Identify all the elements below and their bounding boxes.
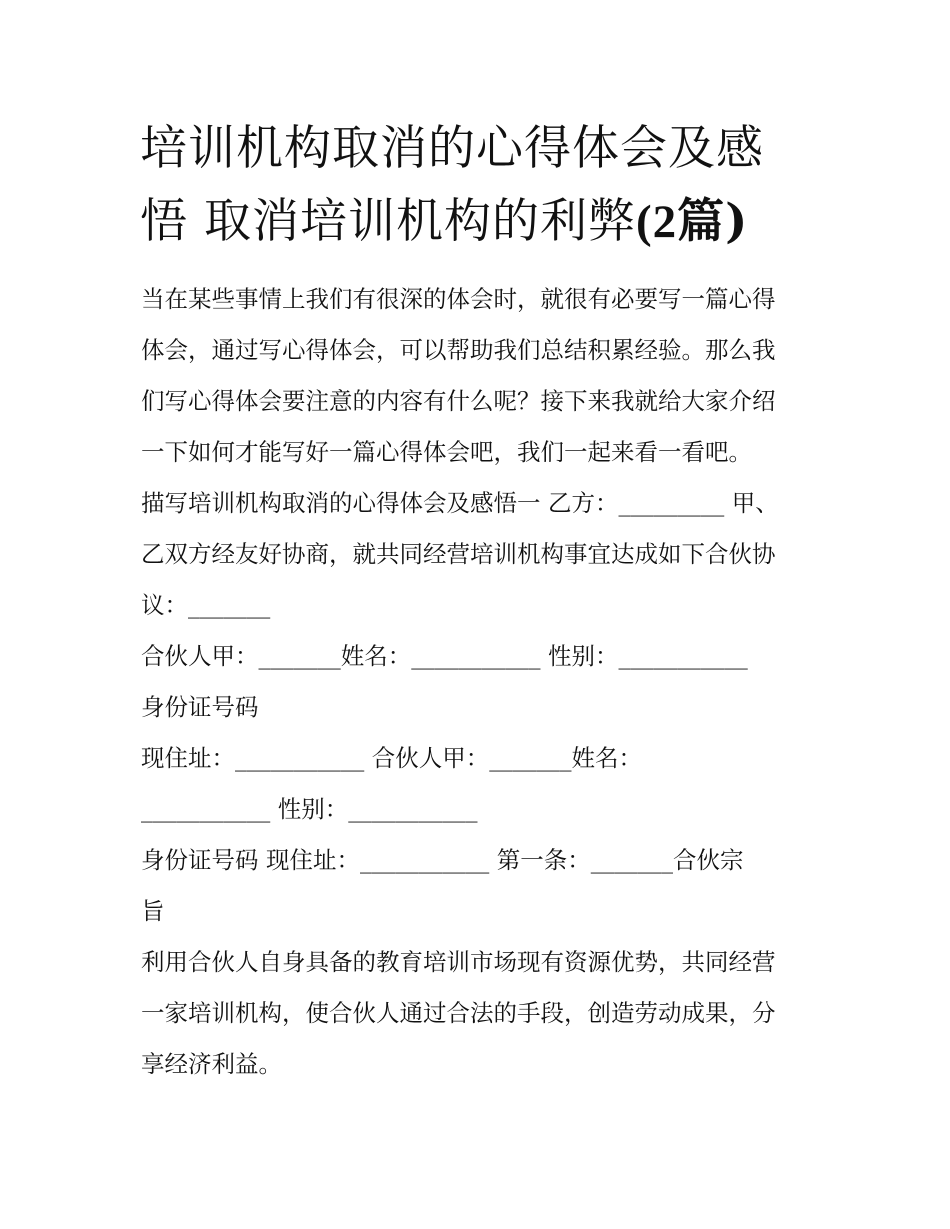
intro-paragraph bbox=[141, 274, 817, 478]
agreement-intro-line: 乙双方经友好协商，就共同经营培训机构事宜达成如下合伙协 bbox=[141, 540, 776, 568]
partner-a-paragraph bbox=[141, 631, 817, 733]
title-line-2-suffix: 篇) bbox=[677, 194, 749, 249]
agreement-intro-line: 议：_______ bbox=[141, 591, 271, 619]
partner-a-line: 身份证号码 bbox=[141, 693, 259, 721]
intro-line: 当在某些事情上我们有很深的体会时，就很有必要写一篇心得 bbox=[141, 285, 776, 313]
intro-line: 们写心得体会要注意的内容有什么呢？接下来我就给大家介绍 bbox=[141, 387, 776, 415]
partner-b-line: ___________ 性别：___________ bbox=[141, 795, 478, 823]
agreement-intro-line: 描写培训机构取消的心得体会及感悟一 乙方：_________ 甲、 bbox=[141, 489, 779, 517]
title-line-2 bbox=[140, 185, 820, 258]
partner-b-paragraph bbox=[141, 733, 817, 835]
article-one-line: 旨 bbox=[141, 897, 165, 925]
title-line-1: 培训机构取消的心得体会及感 bbox=[140, 121, 764, 176]
article-one-paragraph bbox=[141, 835, 817, 937]
title-line-2-text: 悟 取消培训机构的利弊 bbox=[140, 194, 636, 249]
purpose-line: 一家培训机构，使合伙人通过合法的手段，创造劳动成果，分 bbox=[141, 999, 776, 1027]
intro-line: 一下如何才能写好一篇心得体会吧，我们一起来看一看吧。 bbox=[141, 438, 752, 466]
purpose-line: 享经济利益。 bbox=[141, 1050, 282, 1078]
intro-line: 体会，通过写心得体会，可以帮助我们总结积累经验。那么我 bbox=[141, 336, 776, 364]
agreement-intro-paragraph bbox=[141, 478, 817, 631]
partner-b-line: 现住址：___________ 合伙人甲：_______姓名： bbox=[141, 744, 642, 772]
purpose-paragraph bbox=[141, 937, 817, 1090]
article-one-line: 身份证号码 现住址：___________ 第一条：_______合伙宗 bbox=[141, 846, 744, 874]
document-body bbox=[141, 274, 817, 1090]
partner-a-line: 合伙人甲：_______姓名：___________ 性别：___________ bbox=[141, 642, 748, 670]
document-title bbox=[140, 112, 820, 258]
purpose-line: 利用合伙人自身具备的教育培训市场现有资源优势，共同经营 bbox=[141, 948, 776, 976]
title-line-2-number: (2 bbox=[635, 196, 678, 248]
